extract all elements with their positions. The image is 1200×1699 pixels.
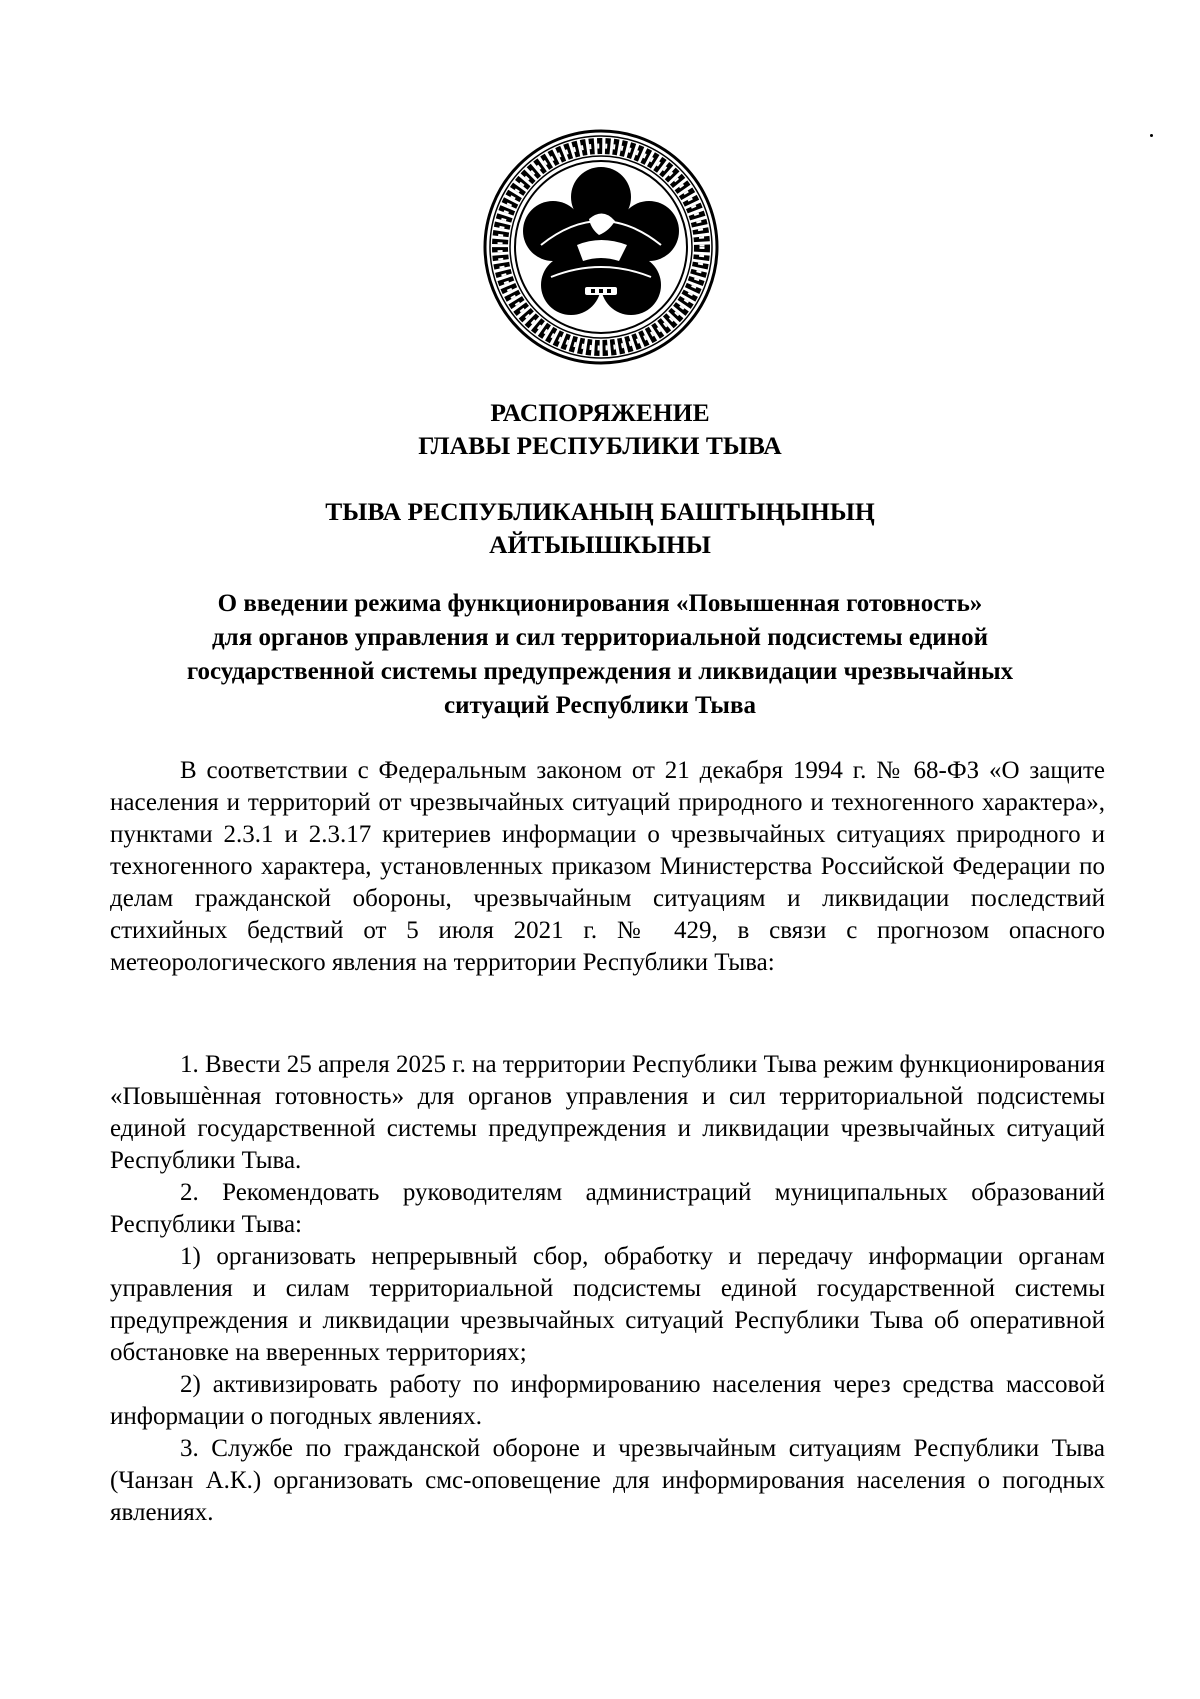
subject-line2: для органов управления и сил территориальной подсистемы единой [212, 624, 988, 651]
document-type-title-ru [100, 396, 1100, 462]
item-2: 2. Рекомендовать руководителям администраций муниципальных образований Республики Тыва: [110, 1179, 1105, 1238]
items-block [110, 1049, 1105, 1529]
item-2-sub-1: 1) организовать непрерывный сбор, обработку и передачу информации органам управления и силам территориальной подсистемы единой государственной системы предупреждения и ликвидации чрезвычайных ситуаций Республики Тыва об оперативной обстановке на вверенных территориях; [110, 1243, 1105, 1366]
title-tyv-line1: ТЫВА РЕСПУБЛИКАНЫҢ БАШТЫҢЫНЫҢ [325, 497, 875, 526]
scan-speck [1150, 134, 1153, 137]
subject-line4: ситуаций Республики Тыва [444, 692, 756, 719]
title-tyv-line2: АЙТЫЫШКЫНЫ [489, 530, 711, 559]
item-2-sub-2: 2) активизировать работу по информированию населения через средства массовой информации о погодных явлениях. [110, 1371, 1105, 1430]
title-ru-line1: РАСПОРЯЖЕНИЕ [490, 398, 710, 427]
document-type-title-tyv [100, 495, 1100, 561]
subject-line1: О введении режима функционирования «Повышенная готовность» [217, 590, 983, 617]
preamble-paragraph: В соответствии с Федеральным законом от 21 декабря 1994 г. № 68-ФЗ «О защите населения и территорий от чрезвычайных ситуаций природного и техногенного характера», пунктами 2.3.1 и 2.3.17 критериев информации о чрезвычайных ситуациях природного и техногенного характера, установленных приказом Министерства Российской Федерации по делам гражданской обороны, чрезвычайным ситуациям и ликвидации последствий стихийных бедствий от 5 июля 2021 г. № 429, в связи с прогнозом опасного метеорологического явления на территории Республики Тыва: [110, 757, 1105, 976]
item-1: 1. Ввести 25 апреля 2025 г. на территории Республики Тыва режим функционирования «Повышѐнная готовность» для органов управления и сил территориальной подсистемы единой государственной системы предупреждения и ликвидации чрезвычайных ситуаций Республики Тыва. [110, 1051, 1105, 1174]
subject-line3: государственной системы предупреждения и ликвидации чрезвычайных [186, 658, 1014, 685]
document-subject [100, 587, 1100, 723]
title-ru-line2: ГЛАВЫ РЕСПУБЛИКИ ТЫВА [418, 431, 782, 460]
tuva-republic-emblem-icon [481, 127, 721, 367]
item-3: 3. Службе по гражданской обороне и чрезвычайным ситуациям Республики Тыва (Чанзан А.К.) организовать смс-оповещение для информирования населения о погодных явлениях. [110, 1435, 1105, 1526]
preamble-block [110, 755, 1105, 979]
